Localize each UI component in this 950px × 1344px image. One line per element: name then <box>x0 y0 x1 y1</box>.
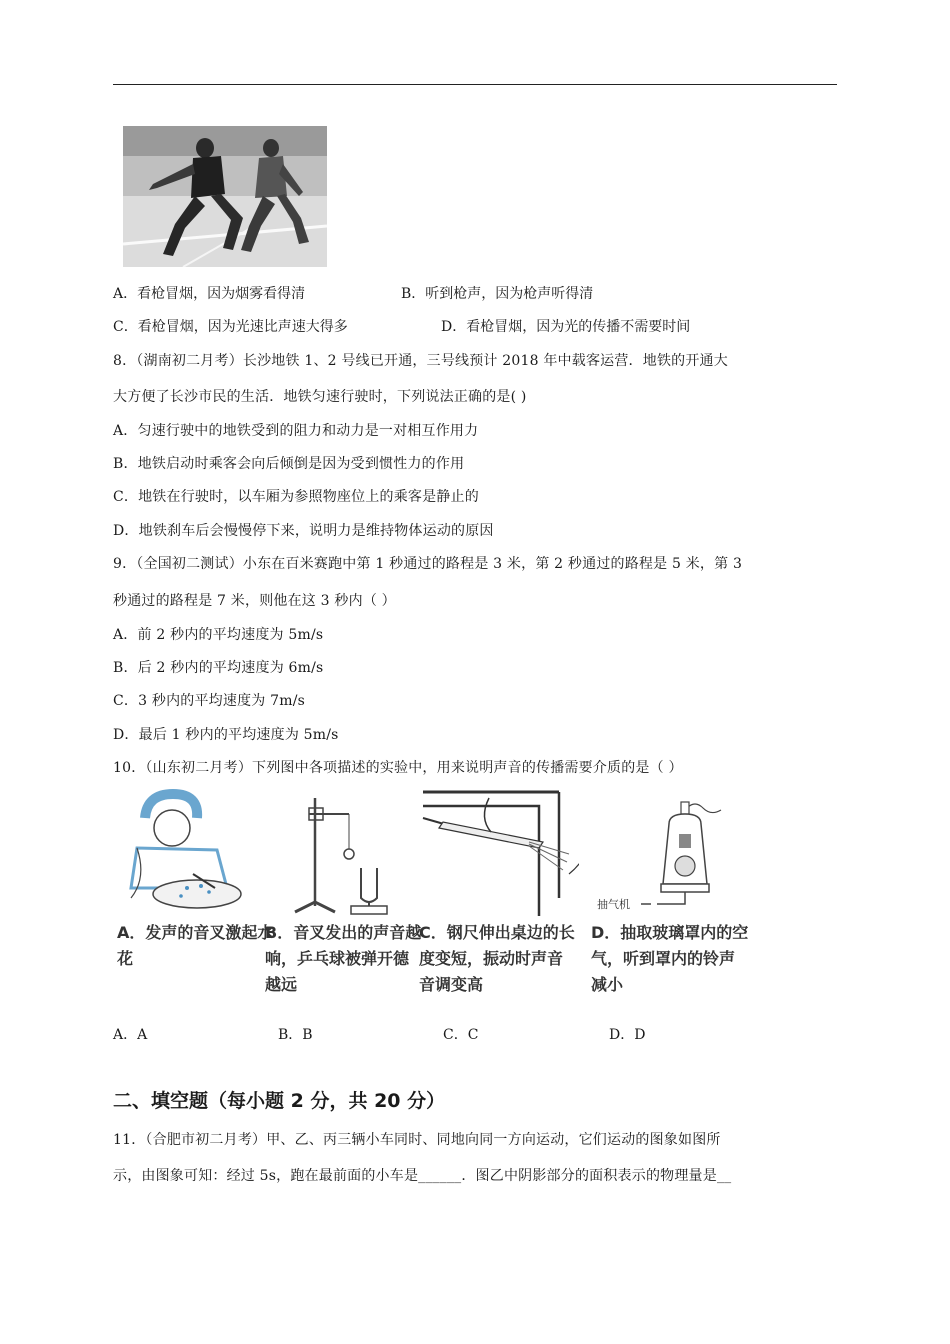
q7-option-a: A．看枪冒烟，因为烟雾看得清 <box>113 286 306 302</box>
q9-stem-line2: 秒通过的路程是 7 米，则他在这 3 秒内（ ） <box>113 593 396 609</box>
q8-stem-line2: 大方便了长沙市民的生活．地铁匀速行驶时，下列说法正确的是( ) <box>113 389 527 405</box>
q9-option-b: B．后 2 秒内的平均速度为 6m/s <box>113 660 324 676</box>
q10-option-d: D．D <box>609 1027 646 1043</box>
q7-option-c: C．看枪冒烟，因为光速比声速大得多 <box>113 319 348 335</box>
q9-option-c: C．3 秒内的平均速度为 7m/s <box>113 693 306 709</box>
q10-caption-a: A．发声的音叉激起水花 <box>117 923 274 968</box>
q8-option-d: D．地铁刹车后会慢慢停下来，说明力是维持物体运动的原因 <box>113 523 494 539</box>
header-rule <box>113 84 837 85</box>
ruler-table-illustration <box>419 788 579 918</box>
q10-panel-a <box>117 788 274 1002</box>
q11-stem-line2: 示，由图象可知：经过 5s，跑在最前面的小车是______．图乙中阴影部分的面积表示的物理量是__ <box>113 1168 732 1184</box>
q10-panel-d <box>591 788 749 1002</box>
q10-caption-c: C．钢尺伸出桌边的长度变短，振动时声音音调变高 <box>419 923 575 994</box>
q10-panel-b <box>265 788 422 1002</box>
q10-figure-row <box>117 788 757 1002</box>
section2-heading: 二、填空题（每小题 2 分，共 20 分） <box>113 1090 446 1112</box>
q7-option-d: D．看枪冒烟，因为光的传播不需要时间 <box>441 319 691 335</box>
q8-option-a: A．匀速行驶中的地铁受到的阻力和动力是一对相互作用力 <box>113 423 479 439</box>
q7-option-b: B．听到枪声，因为枪声听得清 <box>401 286 594 302</box>
q8-option-c: C．地铁在行驶时，以车厢为参照物座位上的乘客是静止的 <box>113 489 479 505</box>
runners-photo <box>123 126 327 267</box>
q9-stem-line1: 9．（全国初二测试）小东在百米赛跑中第 1 秒通过的路程是 3 米，第 2 秒通过的路程是 5 米，第 3 <box>113 556 743 572</box>
tuning-fork-water-illustration <box>117 788 267 918</box>
q10-panel-c <box>419 788 575 1002</box>
q11-stem-line1: 11．（合肥市初二月考）甲、乙、丙三辆小车同时、同地向同一方向运动，它们运动的图象如图所 <box>113 1132 721 1148</box>
vacuum-pump-label: 抽气机 <box>597 898 630 911</box>
q9-option-d: D．最后 1 秒内的平均速度为 5m/s <box>113 727 339 743</box>
q8-option-b: B．地铁启动时乘客会向后倾倒是因为受到惯性力的作用 <box>113 456 465 472</box>
q8-stem-line1: 8．（湖南初二月考）长沙地铁 1、2 号线已开通，三号线预计 2018 年中载客运营．地铁的开通大 <box>113 353 728 369</box>
bell-jar-illustration <box>591 788 761 918</box>
q10-caption-d: D．抽取玻璃罩内的空气，听到罩内的铃声减小 <box>591 923 749 994</box>
q10-stem: 10．（山东初二月考）下列图中各项描述的实验中，用来说明声音的传播需要介质的是（ ） <box>113 760 683 776</box>
q9-option-a: A．前 2 秒内的平均速度为 5m/s <box>113 627 324 643</box>
q10-caption-b: B．音叉发出的声音越响，乒乓球被弹开德越远 <box>265 923 422 994</box>
q10-option-b: B．B <box>278 1027 313 1043</box>
q10-option-c: C．C <box>443 1027 479 1043</box>
tuning-fork-pingpong-illustration <box>265 788 415 918</box>
q10-option-a: A．A <box>113 1027 148 1043</box>
